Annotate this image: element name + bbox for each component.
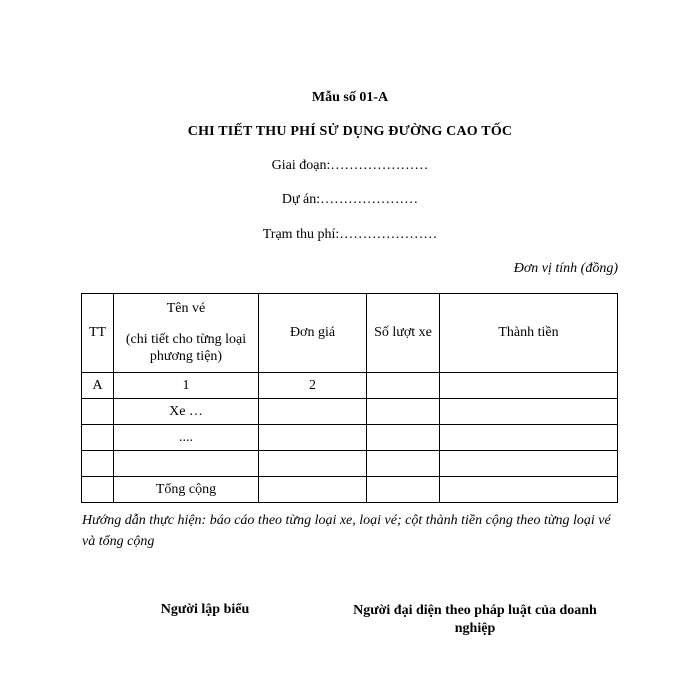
cell-vehicle-count: [367, 425, 440, 451]
table-total-row: [82, 477, 618, 503]
cell-unit-price: [259, 425, 367, 451]
header-amount: Thành tiền: [440, 294, 618, 373]
document-title: CHI TIẾT THU PHÍ SỬ DỤNG ĐƯỜNG CAO TỐC: [187, 124, 513, 139]
cell-tt: [82, 451, 114, 477]
header-ticket-name-label: Tên vé: [166, 301, 206, 316]
form-code: Mẫu số 01-A: [311, 90, 389, 105]
preparer-signature-label: Người lập biểu: [160, 602, 250, 617]
cell-vehicle-count: [367, 373, 440, 399]
unit-note: Đơn vị tính (đồng): [513, 261, 618, 276]
cell-tt: [82, 477, 114, 503]
table-header-row: [82, 294, 618, 373]
cell-unit-price: 2: [259, 373, 367, 399]
cell-tt: [82, 399, 114, 425]
table-row: [82, 373, 618, 399]
cell-vehicle-count: [367, 451, 440, 477]
header-unit-price: Đơn giá: [259, 294, 367, 373]
toll-station-field: Trạm thu phí:…………………: [262, 227, 438, 242]
cell-unit-price: [259, 399, 367, 425]
header-ticket-name: [114, 294, 259, 373]
cell-unit-price: [259, 451, 367, 477]
cell-ticket-name: [114, 451, 259, 477]
cell-tt: [82, 425, 114, 451]
table-row: [82, 451, 618, 477]
cell-tt: A: [82, 373, 114, 399]
cell-amount: [440, 425, 618, 451]
header-tt: TT: [82, 294, 114, 373]
cell-ticket-name: ....: [114, 425, 259, 451]
cell-amount: [440, 373, 618, 399]
cell-total-label: Tổng cộng: [114, 477, 259, 503]
table-row: [82, 399, 618, 425]
fee-detail-table: [81, 293, 618, 503]
period-field: Giai đoạn:…………………: [271, 158, 429, 173]
header-ticket-name-sub: (chi tiết cho từng loại phương tiện): [125, 332, 247, 364]
cell-amount: [440, 477, 618, 503]
project-field: Dự án:…………………: [281, 192, 419, 207]
cell-vehicle-count: [367, 399, 440, 425]
instruction-note: Hướng dẫn thực hiện: báo cáo theo từng loại xe, loại vé; cột thành tiền cộng theo từng loại vé và tổng cộng: [82, 513, 611, 549]
cell-amount: [440, 451, 618, 477]
cell-ticket-name: 1: [114, 373, 259, 399]
header-vehicle-count: Số lượt xe: [367, 294, 440, 373]
table-row: [82, 425, 618, 451]
cell-vehicle-count: [367, 477, 440, 503]
legal-representative-signature-label: Người đại diện theo pháp luật của doanh nghiệp: [353, 603, 597, 636]
cell-unit-price: [259, 477, 367, 503]
cell-amount: [440, 399, 618, 425]
cell-ticket-name: Xe …: [114, 399, 259, 425]
